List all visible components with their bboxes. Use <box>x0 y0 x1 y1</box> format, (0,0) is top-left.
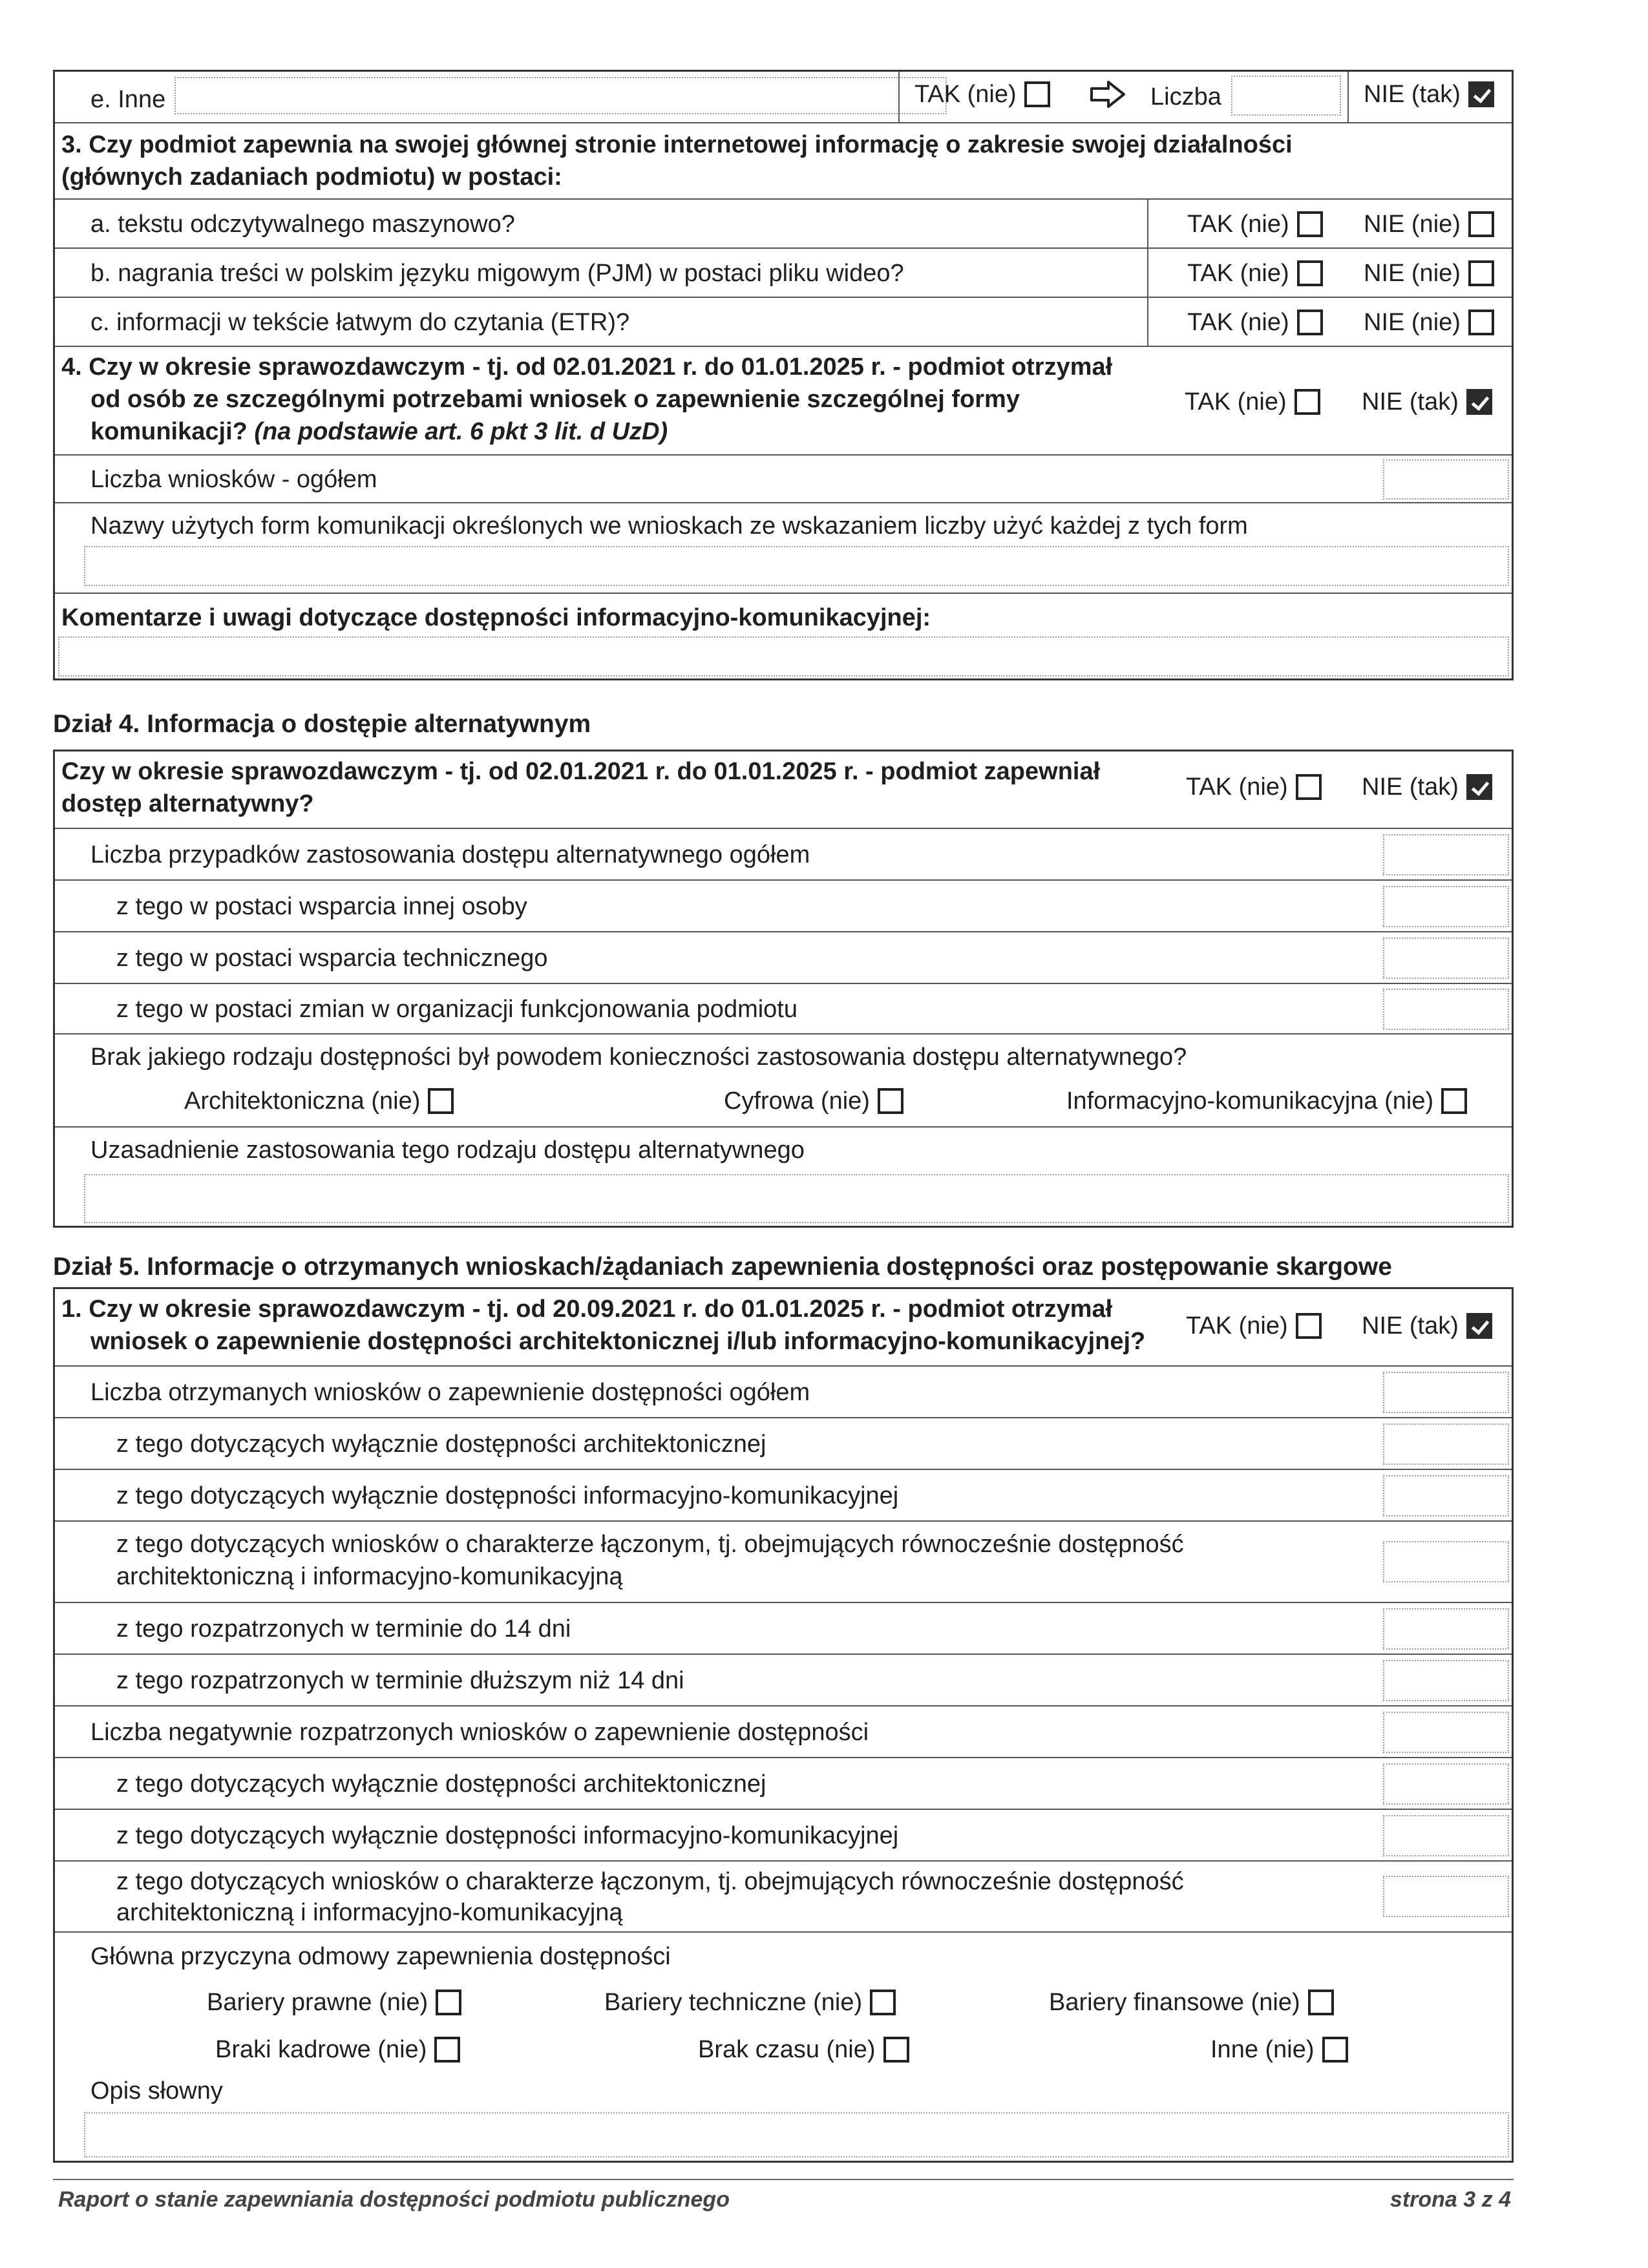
tak-label: TAK (nie) <box>1187 260 1289 287</box>
dzial5-row-label: z tego rozpatrzonych w terminie dłuższym niż 14 dni <box>116 1667 684 1694</box>
q4-count-row <box>55 454 1512 502</box>
q3-b-tak-checkbox[interactable] <box>1297 260 1323 286</box>
lack-architectural-option[interactable] <box>184 1086 454 1116</box>
q3-b-nie-checkbox[interactable] <box>1468 260 1494 286</box>
dzial4-row-label: z tego w postaci wsparcia technicznego <box>116 945 548 972</box>
dzial5-longer-field[interactable] <box>1383 1660 1509 1701</box>
lack-architectural-checkbox[interactable] <box>428 1088 454 1114</box>
dzial5-row-negative <box>55 1705 1512 1757</box>
dzial4-nie-option[interactable] <box>1362 772 1492 802</box>
dzial5-description-field[interactable] <box>84 2112 1509 2158</box>
q3-row-b <box>55 247 1512 297</box>
dzial4-box <box>53 750 1514 1228</box>
dzial5-neg-combined-field[interactable] <box>1383 1876 1509 1917</box>
refusal-technical-checkbox[interactable] <box>870 1990 896 2015</box>
tak-label: TAK (nie) <box>1185 388 1287 415</box>
dzial5-row-label: z tego dotyczących wniosków o charakterze łączonym, tj. obejmujących równocześnie dostępność <box>116 1868 1184 1895</box>
q3-row-c <box>55 297 1512 346</box>
q3-c-nie-option[interactable] <box>1364 308 1494 337</box>
dzial5-nie-checkbox[interactable] <box>1466 1313 1492 1339</box>
q4-line3-bold: komunikacji? <box>90 418 248 445</box>
dzial5-row-longer <box>55 1654 1512 1705</box>
dzial4-tak-checkbox[interactable] <box>1296 774 1322 800</box>
arrow-right-icon <box>1089 78 1128 110</box>
q4-nie-checkbox[interactable] <box>1466 389 1492 415</box>
dzial4-q-line2: dostęp alternatywny? <box>61 790 314 817</box>
accessibility-info-box <box>53 70 1514 680</box>
nie-label: NIE (nie) <box>1364 309 1461 336</box>
dzial4-lack-question: Brak jakiego rodzaju dostępności był powodem konieczności zastosowania dostępu alternatywnego? <box>90 1044 1187 1071</box>
dzial5-q-line2: wniosek o zapewnienie dostępności architektonicznej i/lub informacyjno-komunikacyjnej? <box>90 1328 1146 1355</box>
option-label: Informacyjno-komunikacyjna (nie) <box>1066 1087 1434 1115</box>
dzial5-arch-field[interactable] <box>1383 1423 1509 1465</box>
comments-row <box>55 593 1512 680</box>
q4-tak-checkbox[interactable] <box>1294 389 1320 415</box>
q3-a-nie-checkbox[interactable] <box>1468 211 1494 237</box>
dzial5-question-row <box>55 1289 1512 1365</box>
e-inne-field[interactable] <box>174 77 947 114</box>
q3-title-line2: (głównych zadaniach podmiotu) w postaci: <box>61 163 562 191</box>
dzial4-total-field[interactable] <box>1383 834 1509 876</box>
dzial5-row-label: z tego dotyczących wyłącznie dostępności informacyjno-komunikacyjnej <box>116 1822 899 1849</box>
q4-line3-legal-ref: (na podstawie art. 6 pkt 3 lit. d UzD) <box>254 418 668 445</box>
tak-label: TAK (nie) <box>1187 309 1289 336</box>
refusal-time-option[interactable] <box>698 2035 909 2064</box>
nie-label: NIE (tak) <box>1362 1312 1459 1339</box>
dzial5-combined-field[interactable] <box>1383 1541 1509 1582</box>
e-inne-tak-checkbox[interactable] <box>1024 81 1050 107</box>
refusal-technical-option[interactable] <box>604 1988 896 2017</box>
dzial4-title: Dział 4. Informacja o dostępie alternatywnym <box>53 710 591 738</box>
q3-b-tak-option[interactable] <box>1187 258 1323 288</box>
dzial5-refusal-label: Główna przyczyna odmowy zapewnienia dostępności <box>90 1943 671 1970</box>
dzial4-question-row <box>55 751 1512 828</box>
tak-label: TAK (nie) <box>1186 1312 1288 1339</box>
dzial5-neg-info-field[interactable] <box>1383 1815 1509 1856</box>
e-inne-tak-option[interactable] <box>914 79 1050 109</box>
refusal-other-option[interactable] <box>1210 2035 1348 2064</box>
dzial5-row-label: Liczba otrzymanych wniosków o zapewnienie dostępności ogółem <box>90 1379 810 1406</box>
dzial4-row-technical <box>55 931 1512 983</box>
dzial5-negative-field[interactable] <box>1383 1712 1509 1753</box>
dzial5-total-field[interactable] <box>1383 1372 1509 1413</box>
lack-information-checkbox[interactable] <box>1441 1088 1467 1114</box>
dzial5-description-label: Opis słowny <box>90 2077 223 2105</box>
dzial5-row-label-line2: architektoniczną i informacyjno-komunikacyjną <box>116 1899 623 1926</box>
q3-a-tak-option[interactable] <box>1187 209 1323 239</box>
dzial5-box <box>53 1287 1514 2163</box>
dzial5-row-label: Liczba negatywnie rozpatrzonych wniosków o zapewnienie dostępności <box>90 1719 869 1746</box>
tak-label: TAK (nie) <box>914 81 1017 108</box>
dzial5-nie-option[interactable] <box>1362 1311 1492 1341</box>
lack-digital-option[interactable] <box>724 1086 903 1116</box>
dzial4-justification-field[interactable] <box>84 1174 1509 1223</box>
e-inne-nie-option[interactable] <box>1364 79 1494 109</box>
dzial4-justification-row <box>55 1126 1512 1228</box>
dzial4-q-line1: Czy w okresie sprawozdawczym - tj. od 02.01.2021 r. do 01.01.2025 r. - podmiot zapewniał <box>61 758 1101 785</box>
q4-forms-field[interactable] <box>84 546 1509 586</box>
dzial5-row-combined <box>55 1520 1512 1602</box>
comments-label: Komentarze i uwagi dotyczące dostępności informacyjno-komunikacyjnej: <box>61 604 931 631</box>
option-label: Brak czasu (nie) <box>698 2036 876 2063</box>
tak-label: TAK (nie) <box>1187 211 1289 238</box>
option-label: Bariery prawne (nie) <box>207 1989 428 2016</box>
dzial4-nie-checkbox[interactable] <box>1466 774 1492 800</box>
refusal-time-checkbox[interactable] <box>883 2037 909 2063</box>
dzial5-refusal-row <box>55 1931 1512 2163</box>
refusal-legal-checkbox[interactable] <box>436 1990 461 2015</box>
q3-b-label: b. nagrania treści w polskim języku migowym (PJM) w postaci pliku wideo? <box>90 260 904 287</box>
refusal-legal-option[interactable] <box>207 1988 461 2017</box>
e-inne-label: e. Inne <box>90 86 166 113</box>
footer-report-title: Raport o stanie zapewniania dostępności podmiotu publicznego <box>58 2187 730 2212</box>
dzial5-row-neg-combined <box>55 1860 1512 1931</box>
q3-c-tak-option[interactable] <box>1187 308 1323 337</box>
e-inne-nie-checkbox[interactable] <box>1468 81 1494 107</box>
q4-line1: 4. Czy w okresie sprawozdawczym - tj. od 02.01.2021 r. do 01.01.2025 r. - podmiot otrzymał <box>61 353 1113 381</box>
option-label: Bariery finansowe (nie) <box>1049 1989 1300 2016</box>
dzial5-title: Dział 5. Informacje o otrzymanych wnioskach/żądaniach zapewnienia dostępności oraz postępowanie skargowe <box>53 1253 1392 1281</box>
q3-c-label: c. informacji w tekście łatwym do czytania (ETR)? <box>90 309 630 336</box>
dzial5-row-label-line2: architektoniczną i informacyjno-komunikacyjną <box>116 1563 623 1590</box>
q4-forms-label: Nazwy użytych form komunikacji określonych we wnioskach ze wskazaniem liczby użyć każdej z tych form <box>90 512 1248 540</box>
nie-label: NIE (tak) <box>1362 388 1459 415</box>
lack-digital-checkbox[interactable] <box>878 1088 903 1114</box>
dzial4-row-label: Liczba przypadków zastosowania dostępu alternatywnego ogółem <box>90 841 810 868</box>
dzial5-row-label: z tego rozpatrzonych w terminie do 14 dni <box>116 1615 571 1643</box>
q3-heading-row <box>55 122 1512 198</box>
dzial5-row-neg-info <box>55 1809 1512 1860</box>
dzial4-technical-field[interactable] <box>1383 938 1509 979</box>
dzial4-row-organization <box>55 983 1512 1033</box>
dzial5-14days-field[interactable] <box>1383 1608 1509 1650</box>
refusal-other-checkbox[interactable] <box>1322 2037 1348 2063</box>
dzial5-row-label: z tego dotyczących wyłącznie dostępności architektonicznej <box>116 1431 766 1458</box>
option-label: Cyfrowa (nie) <box>724 1087 870 1115</box>
refusal-financial-option[interactable] <box>1049 1988 1334 2017</box>
q3-c-tak-checkbox[interactable] <box>1297 310 1323 335</box>
q4-forms-row <box>55 502 1512 593</box>
q4-tak-option[interactable] <box>1185 387 1320 417</box>
refusal-financial-checkbox[interactable] <box>1308 1990 1334 2015</box>
q3-c-nie-checkbox[interactable] <box>1468 310 1494 335</box>
dzial5-row-arch <box>55 1417 1512 1469</box>
nie-label: NIE (tak) <box>1362 773 1459 801</box>
dzial5-row-info <box>55 1469 1512 1520</box>
nie-label: NIE (tak) <box>1364 81 1461 108</box>
q4-count-label: Liczba wniosków - ogółem <box>90 466 377 493</box>
dzial5-info-field[interactable] <box>1383 1475 1509 1517</box>
dzial5-row-label: z tego dotyczących wyłącznie dostępności informacyjno-komunikacyjnej <box>116 1482 899 1509</box>
lack-information-option[interactable] <box>1066 1086 1467 1116</box>
dzial4-person-field[interactable] <box>1383 886 1509 927</box>
q3-a-tak-checkbox[interactable] <box>1297 211 1323 237</box>
q4-line3 <box>90 415 668 448</box>
dzial5-row-label: z tego dotyczących wyłącznie dostępności architektonicznej <box>116 1770 766 1798</box>
q4-count-field[interactable] <box>1383 459 1509 499</box>
dzial4-organization-field[interactable] <box>1383 989 1509 1030</box>
option-label: Braki kadrowe (nie) <box>215 2036 427 2063</box>
footer-page-number: strona 3 z 4 <box>1389 2187 1511 2212</box>
refusal-staff-option[interactable] <box>215 2035 460 2064</box>
q4-row <box>55 346 1512 454</box>
q4-line2: od osób ze szczególnymi potrzebami wniosek o zapewnienie szczególnej formy <box>90 386 1020 413</box>
footer-divider <box>53 2179 1514 2180</box>
option-label: Bariery techniczne (nie) <box>604 1989 863 2016</box>
comments-field[interactable] <box>58 636 1509 677</box>
dzial4-row-person <box>55 879 1512 931</box>
dzial5-row-14days <box>55 1602 1512 1654</box>
liczba-label: Liczba <box>1150 83 1221 110</box>
tak-label: TAK (nie) <box>1186 773 1288 801</box>
liczba-field[interactable] <box>1231 76 1341 116</box>
nie-label: NIE (nie) <box>1364 260 1461 287</box>
dzial4-row-total <box>55 828 1512 879</box>
q3-a-nie-option[interactable] <box>1364 209 1494 239</box>
q3-row-a <box>55 198 1512 247</box>
row-e-inne <box>55 72 1512 122</box>
dzial4-justification-label: Uzasadnienie zastosowania tego rodzaju dostępu alternatywnego <box>90 1137 805 1164</box>
refusal-staff-checkbox[interactable] <box>434 2037 460 2063</box>
option-label: Architektoniczna (nie) <box>184 1087 421 1115</box>
dzial4-tak-option[interactable] <box>1186 772 1322 802</box>
dzial5-q-line1: 1. Czy w okresie sprawozdawczym - tj. od 20.09.2021 r. do 01.01.2025 r. - podmiot otrzymał <box>61 1296 1113 1323</box>
dzial5-tak-option[interactable] <box>1186 1311 1322 1341</box>
dzial5-tak-checkbox[interactable] <box>1296 1313 1322 1339</box>
dzial5-row-label: z tego dotyczących wniosków o charakterze łączonym, tj. obejmujących równocześnie dostępność <box>116 1531 1184 1558</box>
dzial5-row-neg-arch <box>55 1757 1512 1809</box>
q3-a-label: a. tekstu odczytywalnego maszynowo? <box>90 211 515 238</box>
dzial5-row-total <box>55 1365 1512 1417</box>
dzial4-row-label: z tego w postaci zmian w organizacji funkcjonowania podmiotu <box>116 996 798 1023</box>
option-label: Inne (nie) <box>1210 2036 1315 2063</box>
dzial4-lack-row <box>55 1033 1512 1126</box>
nie-label: NIE (nie) <box>1364 211 1461 238</box>
q4-nie-option[interactable] <box>1362 387 1492 417</box>
q3-b-nie-option[interactable] <box>1364 258 1494 288</box>
dzial4-row-label: z tego w postaci wsparcia innej osoby <box>116 893 527 920</box>
q3-title-line1: 3. Czy podmiot zapewnia na swojej głównej stronie internetowej informację o zakresie swojej działalności <box>61 131 1293 158</box>
dzial5-neg-arch-field[interactable] <box>1383 1763 1509 1805</box>
